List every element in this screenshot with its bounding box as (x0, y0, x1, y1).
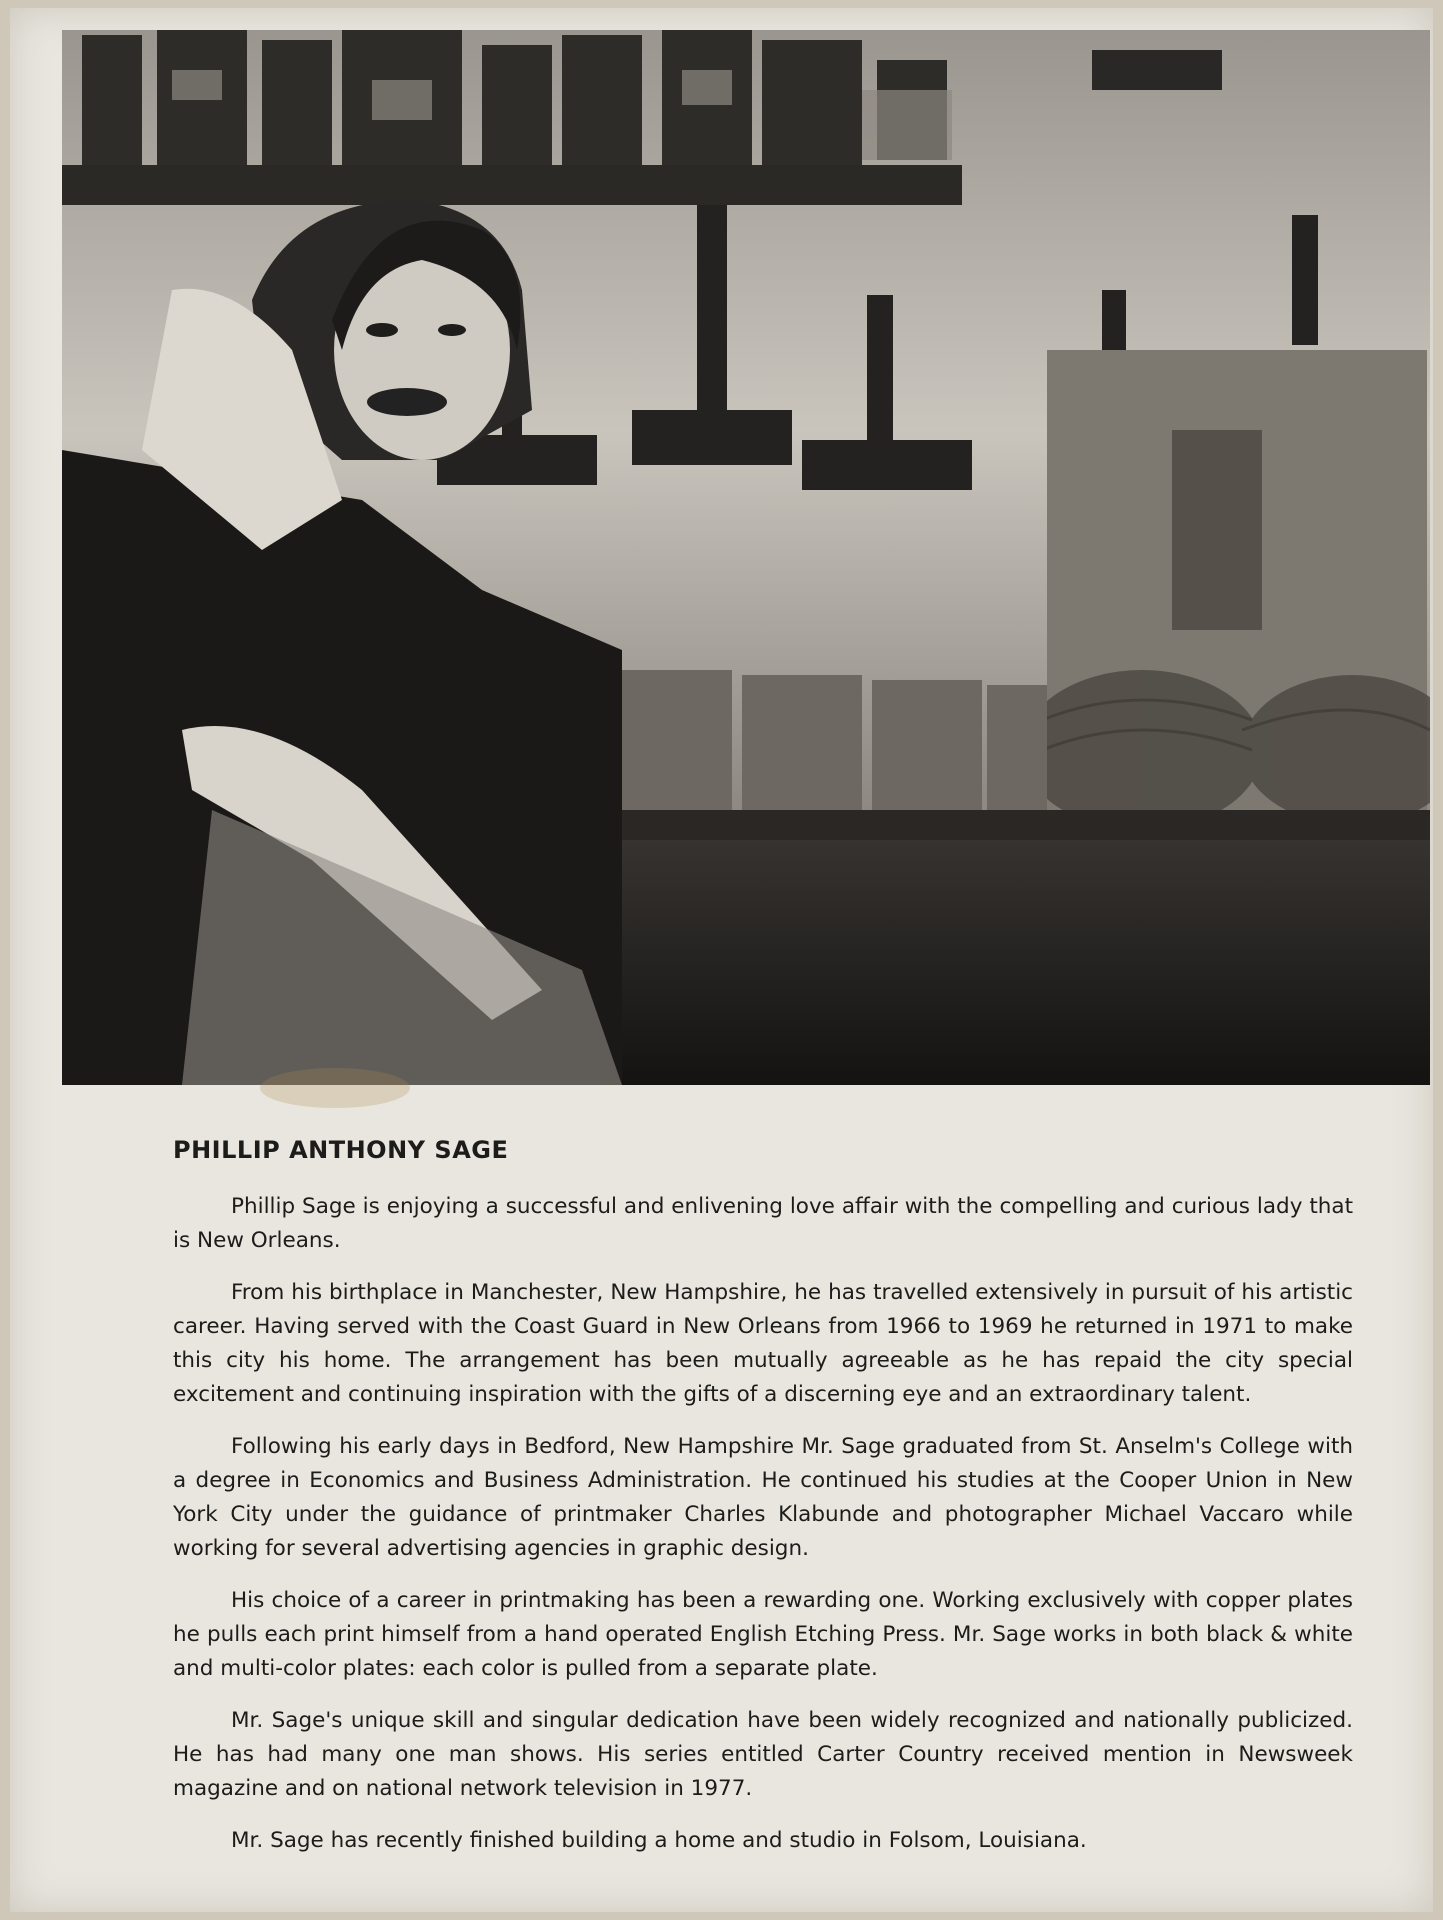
article-paragraph-1: Phillip Sage is enjoying a successful and enlivening love affair with the compelling and curious lady that is New Orleans. (173, 1194, 1353, 1253)
article-paragraph-3: Following his early days in Bedford, New Hampshire Mr. Sage graduated from St. Anselm's College with a degree in Economics and Business Administration. He continued his studies at the Cooper Union in New York City under the guidance of printmaker Charles Klabunde and photographer Michael Vaccaro while working for several advertising agencies in graphic design. (173, 1434, 1353, 1561)
paper-stain (260, 1068, 410, 1108)
article-paragraph-5: Mr. Sage's unique skill and singular dedication have been widely recognized and nationally publicized. He has had many one man shows. His series entitled Carter Country received mention in Newsweek magazine and on national network television in 1977. (173, 1708, 1353, 1801)
article-paragraph-4: His choice of a career in printmaking has been a rewarding one. Working exclusively with copper plates he pulls each print himself from a hand operated English Etching Press. Mr. Sage works in both black & white and multi-color plates: each color is pulled from a separate plate. (173, 1588, 1353, 1681)
article-paragraph-6: Mr. Sage has recently finished building a home and studio in Folsom, Louisiana. (231, 1828, 1087, 1853)
photo-illustration (62, 30, 1430, 1085)
article-heading: PHILLIP ANTHONY SAGE (173, 1136, 509, 1164)
newspaper-clipping (10, 8, 1433, 1912)
article-paragraph-2: From his birthplace in Manchester, New Hampshire, he has travelled extensively in pursuit of his artistic career. Having served with the Coast Guard in New Orleans from 1966 to 1969 he returned in 1971 to make this city his home. The arrangement has been mutually agreeable as he has repaid the city special excitement and continuing inspiration with the gifts of a discerning eye and an extraordinary talent. (173, 1280, 1353, 1407)
article-body (173, 1136, 1353, 1876)
artist-studio-photo (62, 30, 1430, 1085)
